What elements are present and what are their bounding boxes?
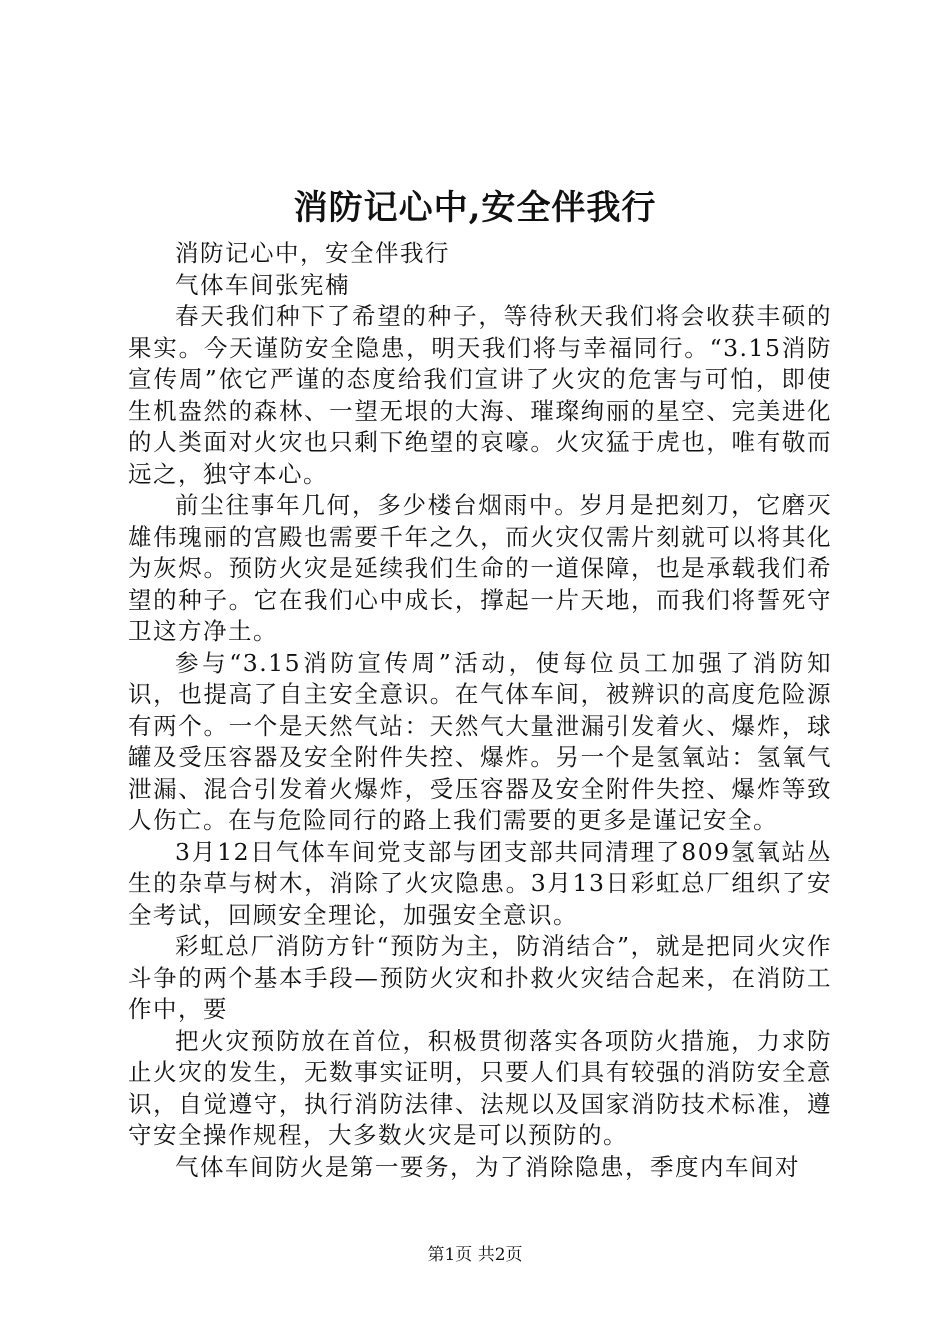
paragraph: 3月12日气体车间党支部与团支部共同清理了809氢氧站丛生的杂草与树木，消除了火灾隐患。3月13日彩虹总厂组织了安全考试，回顾安全理论，加强安全意识。 <box>128 837 832 929</box>
paragraph: 把火灾预防放在首位，积极贯彻落实各项防火措施，力求防止火灾的发生，无数事实证明，只要人们具有较强的消防安全意识，自觉遵守，执行消防法律、法规以及国家消防技术标准，遵守安全操作规程，大多数火灾是可以预防的。 <box>128 1026 832 1149</box>
page-number-footer: 第1页 共2页 <box>427 1245 523 1265</box>
paragraph-heading-repeat: 消防记心中，安全伴我行 <box>175 239 450 267</box>
paragraph: 前尘往事年几何，多少楼台烟雨中。岁月是把刻刀，它磨灭雄伟瑰丽的宫殿也需要千年之久，而火灾仅需片刻就可以将其化为灰烬。预防火灾是延续我们生命的一道保障，也是承载我们希望的种子。它在我们心中成长，撑起一片天地，而我们将誓死守卫这方净土。 <box>128 491 832 645</box>
paragraph-author: 气体车间张宪楠 <box>175 270 350 299</box>
paragraph: 彩虹总厂消防方针“预防为主，防消结合”，就是把同火灾作斗争的两个基本手段—预防火灾和扑救火灾结合起来，在消防工作中，要 <box>128 932 832 1023</box>
paragraph: 参与“3.15消防宣传周”活动，使每位员工加强了消防知识，也提高了自主安全意识。在气体车间，被辨识的高度危险源有两个。一个是天然气站：天然气大量泄漏引发着火、爆炸，球罐及受压容器及安全附件失控、爆炸。另一个是氢氧站：氢氧气泄漏、混合引发着火爆炸，受压容器及安全附件失控、爆炸等致人伤亡。在与危险同行的路上我们需要的更多是谨记安全。 <box>128 648 832 834</box>
paragraph: 气体车间防火是第一要务，为了消除隐患，季度内车间对 <box>175 1152 800 1181</box>
document-body <box>128 238 832 1183</box>
paragraph: 春天我们种下了希望的种子，等待秋天我们将会收获丰硕的果实。今天谨防安全隐患，明天我们将与幸福同行。“3.15消防宣传周”依它严谨的态度给我们宣讲了火灾的危害与可怕，即使生机盎然的森林、一望无垠的大海、璀璨绚丽的星空、完美进化的人类面对火灾也只剩下绝望的哀嚎。火灾猛于虎也，唯有敬而远之，独守本心。 <box>128 302 832 488</box>
document-title: 消防记心中,安全伴我行 <box>293 188 657 228</box>
